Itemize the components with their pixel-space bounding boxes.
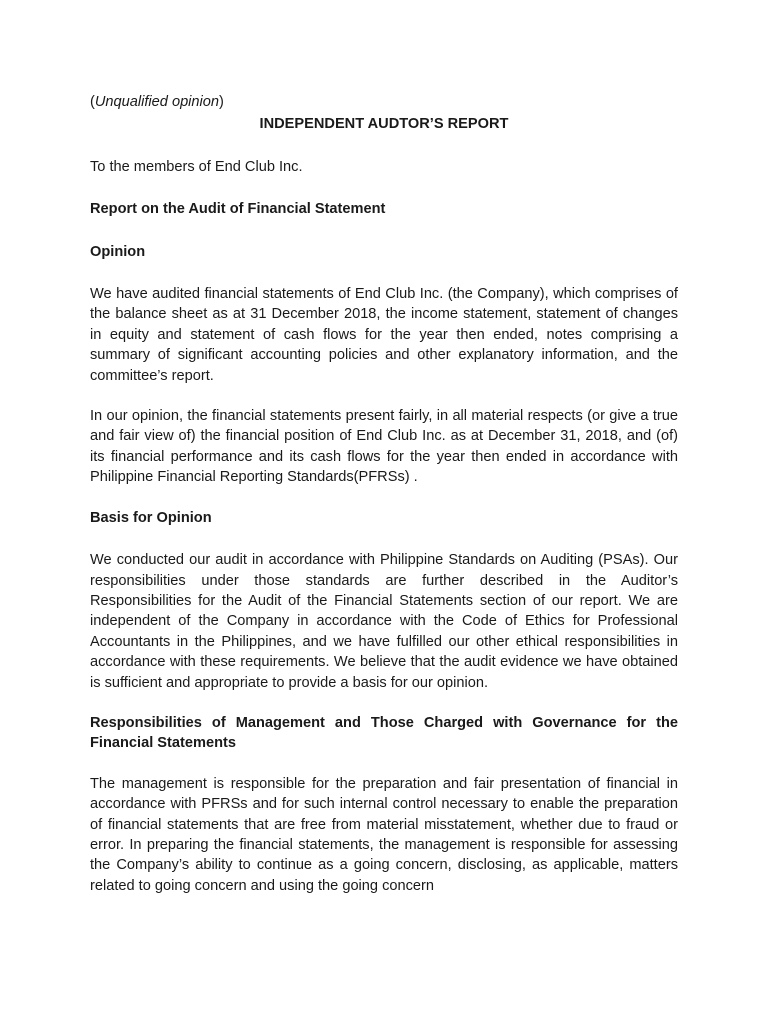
opinion-type-close-paren: ) <box>219 94 224 110</box>
document-page <box>90 92 678 896</box>
opinion-heading: Opinion <box>90 243 146 260</box>
report-section-heading: Report on the Audit of Financial Statement <box>90 201 386 218</box>
opinion-type-text: Unqualified opinion <box>94 94 220 110</box>
addressee: To the members of End Club Inc. <box>90 158 303 175</box>
basis-heading: Basis for Opinion <box>90 509 212 526</box>
basis-paragraph: We conducted our audit in accordance with Philippine Standards on Auditing (PSAs). Our responsibilities under those standards are further described in the Auditor’s Responsibilities for the Audit of the Financial Statements section of our report. We are independent of the Company in accordance with the Code of Ethics for Professional Accountants in the Philippines, and we have fulfilled our other ethical responsibilities in accordance with these requirements. We believe that the audit evidence we have obtained is sufficient and appropriate to provide a basis for our opinion. <box>90 552 678 691</box>
report-title: INDEPENDENT AUDTOR’S REPORT <box>259 116 509 133</box>
opinion-paragraph-1: We have audited financial statements of End Club Inc. (the Company), which comprises of the balance sheet as at 31 December 2018, the income statement, statement of changes in equity and statement of cash flows for the year then ended, notes comprising a summary of significant accounting policies and other explanatory information, and the committee’s report. <box>90 286 678 384</box>
opinion-type-open-paren: ( <box>90 94 95 110</box>
opinion-paragraph-2: In our opinion, the financial statements present fairly, in all material respects (or give a true and fair view of) the financial position of End Club Inc. as at December 31, 2018, and (of) its financial performance and its cash flows for the year then ended in accordance with Philippine Financial Reporting Standards(PFRSs) . <box>90 408 678 486</box>
opinion-type-label <box>90 92 678 112</box>
responsibilities-paragraph: The management is responsible for the preparation and fair presentation of financial in accordance with PFRSs and for such internal control necessary to enable the preparation of financial statements that are free from material misstatement, whether due to fraud or error. In preparing the financial statements, the management is responsible for assessing the Company’s ability to continue as a going concern, disclosing, as applicable, matters related to going concern and using the going concern <box>90 775 678 894</box>
responsibilities-heading: Responsibilities of Management and Those Charged with Governance for the Financial Statements <box>90 714 678 752</box>
